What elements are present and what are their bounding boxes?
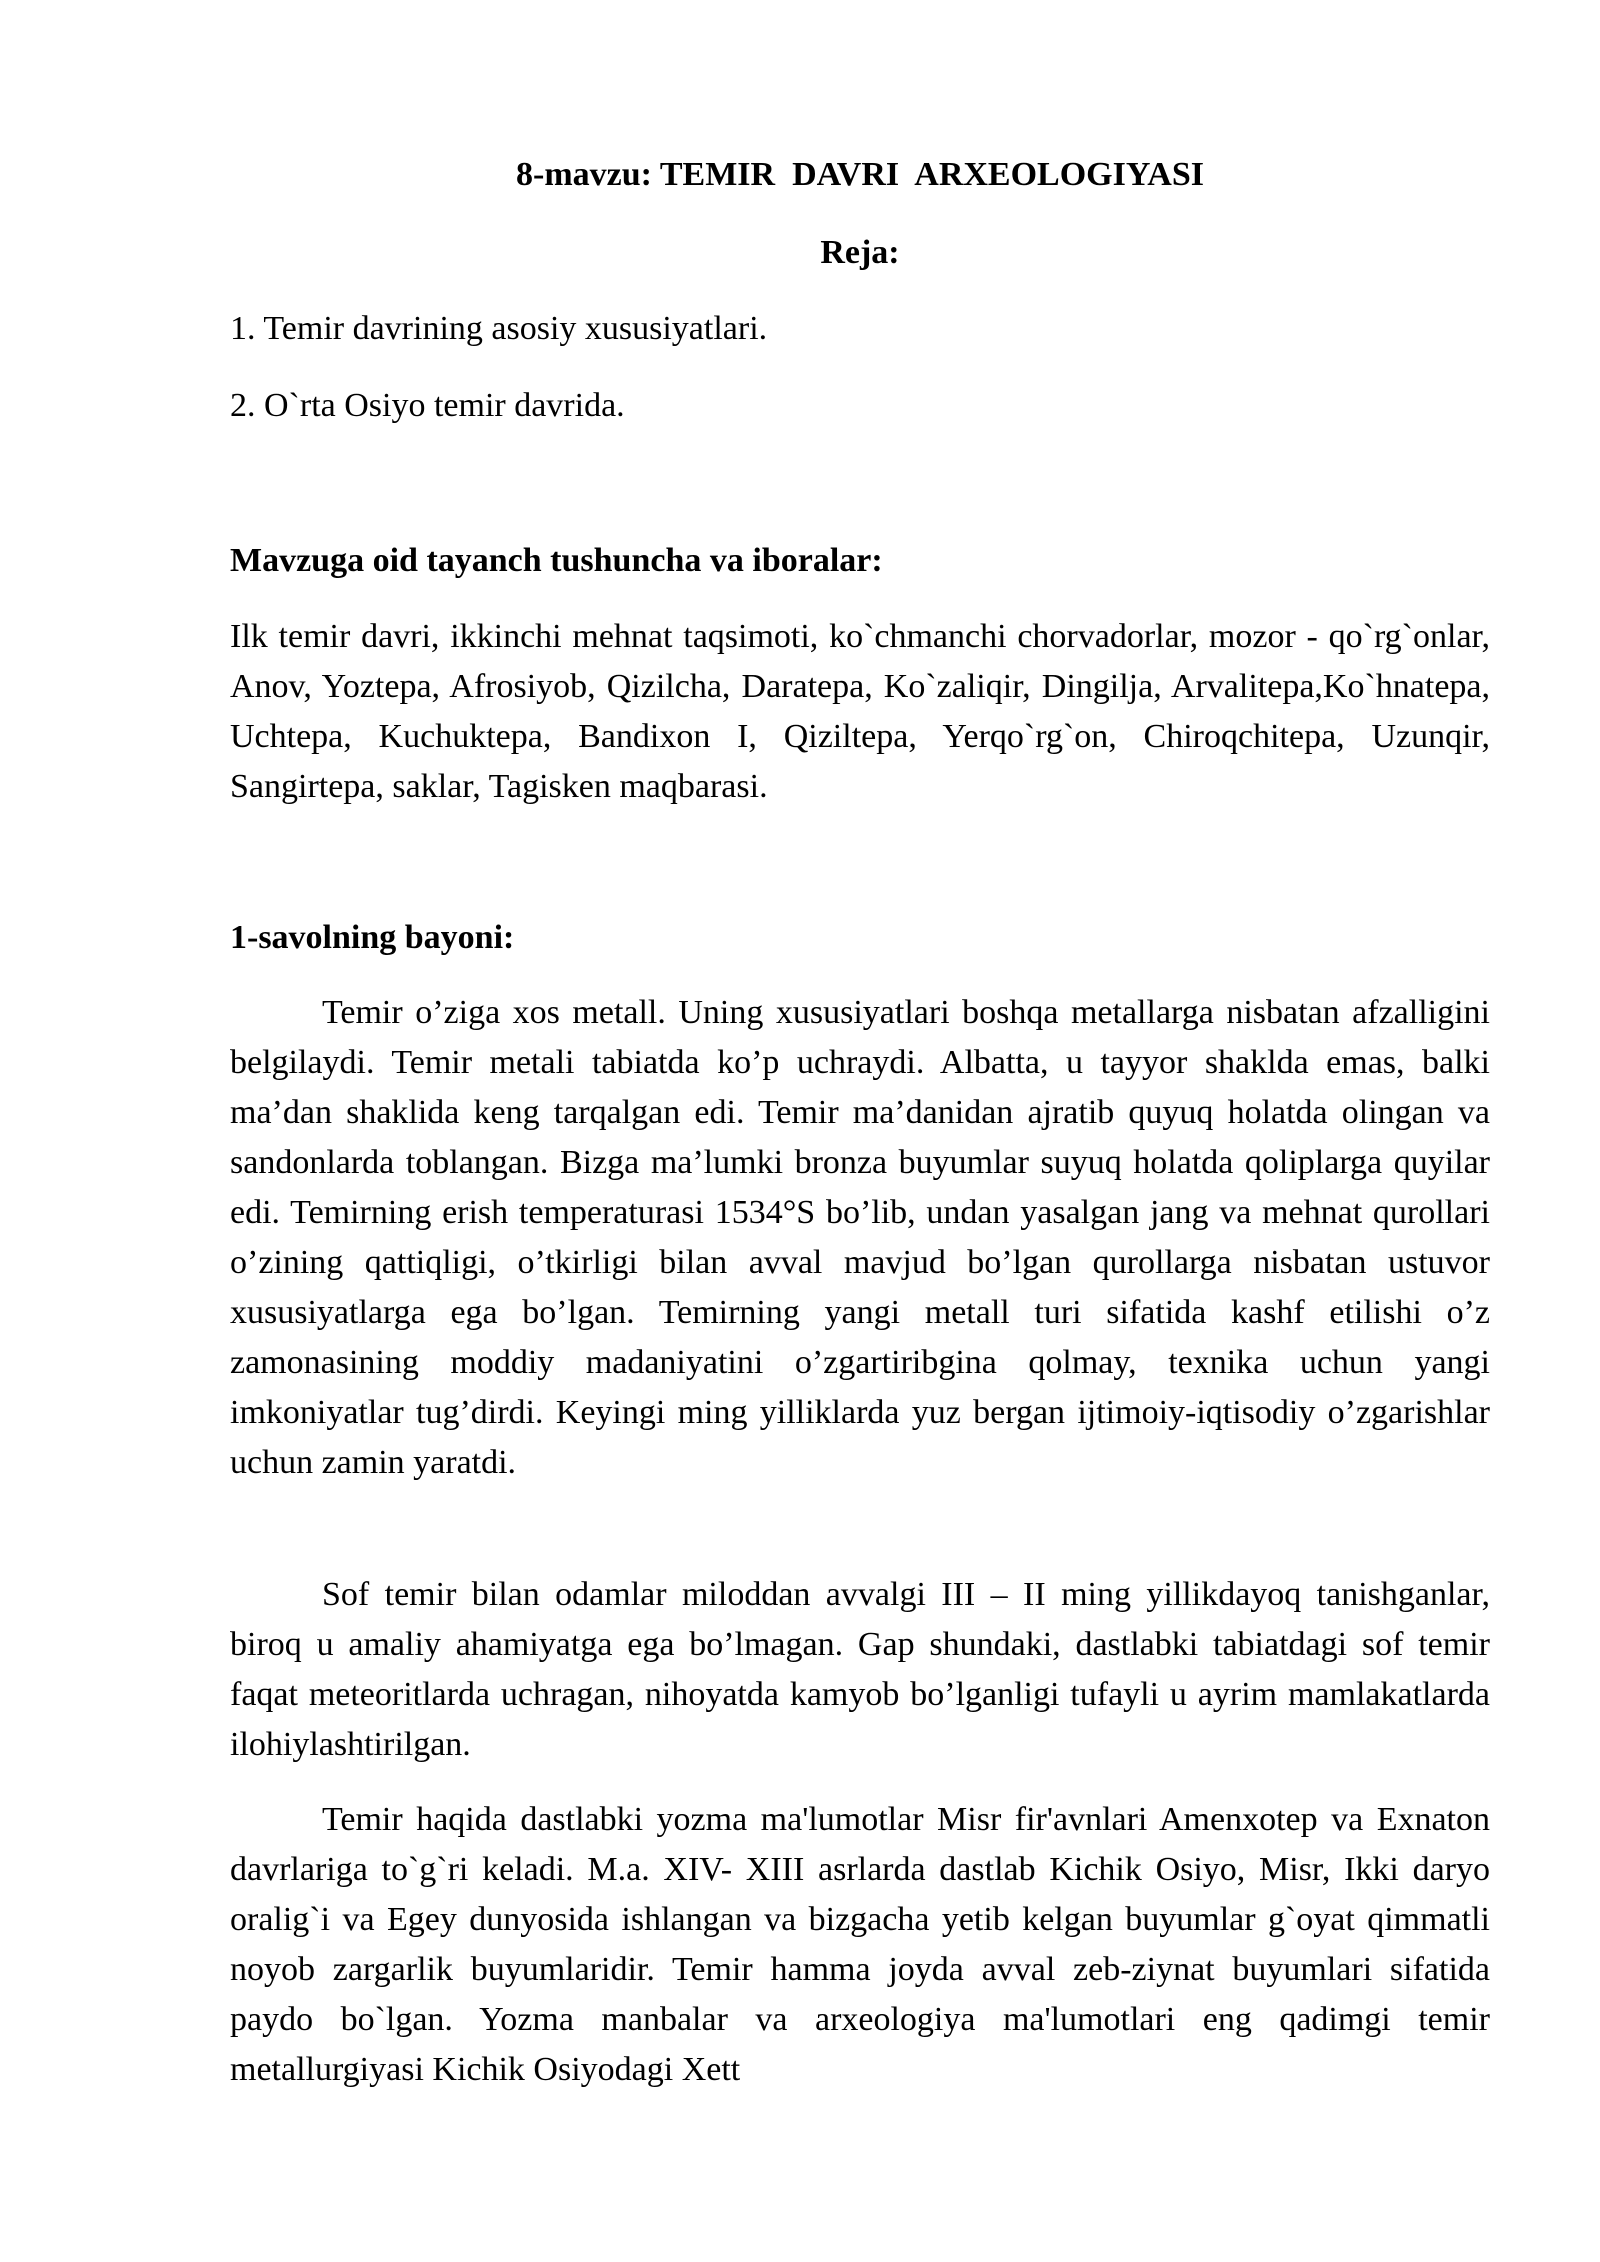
plan-item: 1. Temir davrining asosiy xususiyatlari.	[230, 310, 768, 347]
body-paragraph: Sof temir bilan odamlar miloddan avvalgi III – II ming yillikdayoq tanishganlar, biroq u amaliy ahamiyatga ega bo’lmagan. Gap shundaki, dastlabki tabiatdagi sof temir faqat meteoritlarda uchragan, nihoyatda kamyob bo’lganligi tufayli u ayrim mamlakatlarda ilohiylashtirilgan.	[230, 1576, 1490, 1763]
section-heading: 1-savolning bayoni:	[230, 919, 515, 956]
body-paragraph: Temir o’ziga xos metall. Uning xususiyatlari boshqa metallarga nisbatan afzalligini belgilaydi. Temir metali tabiatda ko’p uchraydi. Albatta, u tayyor shakldа emas, balki ma’dan shaklida keng tarqalgan edi. Temir ma’danidan ajratib quyuq holatda olingan va sandonlarda toblangan. Bizga ma’lumki bronza buyumlar suyuq holatda qoliplarga quyilar edi. Temirning erish temperaturasi 1534°S bo’lib, undan yasalgan jang va mehnat qurollari o’zining qattiqligi, o’tkirligi bilan avval mavjud bo’lgan qurollarga nisbatan ustuvor xususiyatlarga ega bo’lgan. Temirning yangi metall turi sifatida kashf etilishi o’z zamonasining moddiy madaniyatini o’zgartiribgina qolmay, texnika uchun yangi imkoniyatlar tug’dirdi. Keyingi ming yilliklarda yuz bergan ijtimoiy-iqtisodiy o’zgarishlar uchun zamin yaratdi.	[230, 994, 1490, 1481]
body-paragraph: Temir haqida dastlabki yozma ma'lumotlar Misr fir'avnlari Amenxotep va Exnaton davrlariga to`g`ri keladi. M.a. XIV- XIII asrlarda dastlab Kichik Osiyo, Misr, Ikki daryo oralig`i va Egey dunyosida ishlangan va bizgacha yetib kelgan buyumlar g`oyat qimmatli noyob zargarlik buyumlaridir. Temir hamma joyda avval zeb-ziynat buyumlari sifatida paydo bo`lgan. Yozma manbalar va arxeologiya ma'lumotlari eng qadimgi temir metallurgiyasi Kichik Osiyodagi Xett	[230, 1801, 1490, 2088]
plan-item: 2. O`rta Osiyo temir davrida.	[230, 387, 625, 424]
keywords-paragraph: Ilk temir davri, ikkinchi mehnat taqsimoti, ko`chmanchi chorvadorlar, mozor - qo`rg`onlar, Anov, Yoztepa, Afrosiyob, Qizilcha, Daratepa, Ko`zaliqir, Dingilja, Arvalitepa,Ko`hnatepa, Uchtepa, Kuchuktepa, Bandixon I, Qiziltepa, Yerqo`rg`on, Chiroqchitepa, Uzunqir, Sangirtepa, saklar, Tagisken maqbarasi.	[230, 618, 1490, 805]
plan-heading: Reja:	[820, 234, 900, 271]
plan-list	[230, 304, 767, 458]
keywords-heading: Mavzuga oid tayanch tushuncha va iboralar:	[230, 542, 883, 579]
document-title: 8-mavzu: TEMIR DAVRI ARXEOLOGIYASI	[516, 156, 1204, 193]
